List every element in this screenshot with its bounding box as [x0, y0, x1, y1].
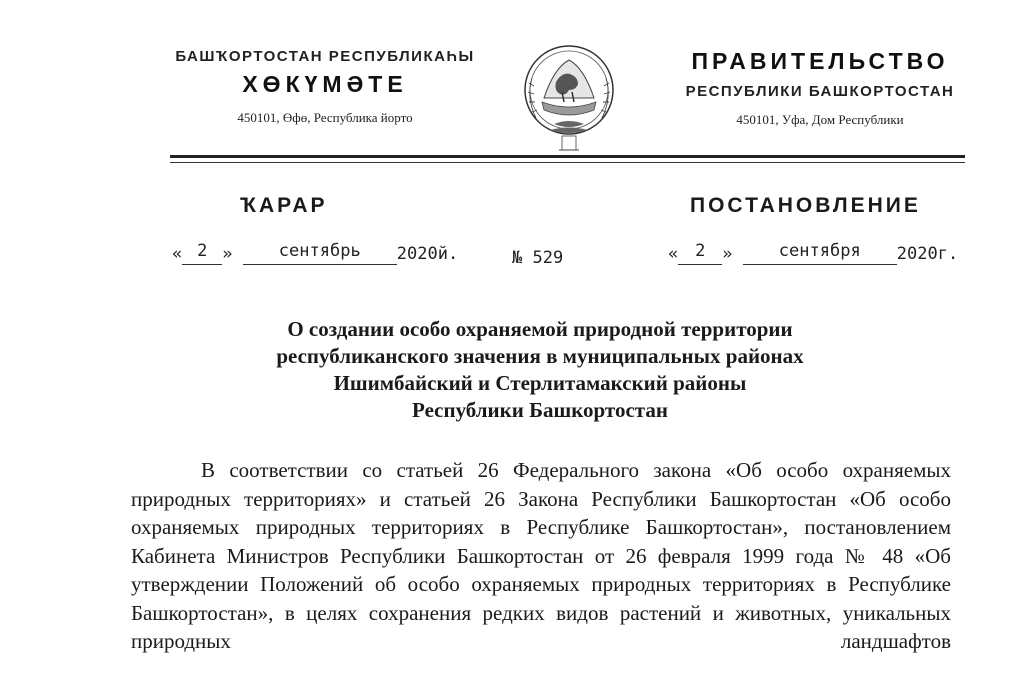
date-left-month-line — [243, 241, 397, 265]
date-right-year-suffix: 20г. — [917, 244, 959, 264]
doc-type-bashkir: ҠАРАР — [240, 194, 328, 217]
date-left-close-quote: » — [222, 244, 233, 264]
coat-of-arms-icon — [514, 38, 624, 156]
header-left-government: ХӨКҮМӘТЕ — [242, 71, 408, 97]
header-left-republic: БАШҠОРТОСТАН РЕСПУБЛИКАҺЫ — [175, 48, 475, 65]
document-number: № 529 — [512, 248, 564, 268]
date-left-month: сентябрь — [278, 241, 361, 261]
date-left-year-prefix: 20 — [396, 244, 418, 264]
date-right-day-line — [678, 241, 722, 265]
title-line: О создании особо охраняемой природной территории — [287, 317, 793, 341]
title-line: Ишимбайский и Стерлитамакский районы — [333, 371, 747, 395]
date-left-open-quote: « — [172, 244, 183, 264]
date-right-year-prefix: 20 — [896, 244, 918, 264]
header-right-government: ПРАВИТЕЛЬСТВО — [691, 48, 949, 74]
header-divider-thick — [170, 155, 965, 158]
header-right-republic: РЕСПУБЛИКИ БАШКОРТОСТАН — [685, 83, 955, 100]
date-right-month-line — [743, 241, 897, 265]
header-right — [660, 48, 980, 128]
document-title — [160, 316, 920, 424]
date-left — [172, 241, 459, 265]
title-line: Республики Башкортостан — [412, 398, 668, 422]
date-left-year-suffix: 20й. — [417, 244, 459, 264]
date-right-day: 2 — [695, 241, 706, 261]
date-left-day: 2 — [197, 241, 208, 261]
date-right-month: сентября — [778, 241, 861, 261]
date-right — [668, 241, 959, 265]
header-divider-thin — [170, 162, 965, 163]
date-right-open-quote: « — [668, 244, 679, 264]
date-right-close-quote: » — [722, 244, 733, 264]
doc-type-russian: ПОСТАНОВЛЕНИЕ — [690, 194, 921, 217]
header-left — [160, 48, 490, 126]
header-left-address: 450101, Өфө, Республика йорто — [237, 110, 413, 125]
document-body — [131, 456, 951, 656]
date-left-day-line — [182, 241, 222, 265]
body-paragraph: В соответствии со статьей 26 Федерального закона «Об особо охраняемых природных территориях» и статьей 26 Закона Республики Башкортостан «Об особо охраняемых природных территориях в Республике Башкортостан», постановлением Кабинета Министров Республики Башкортостан от 26 февраля 1999 года № 48 «Об утверждении Положений об особо охраняемых природных территориях в Республике Башкортостан», в целях сохранения редких видов растений и животных, уникальных природных ландшафтов — [131, 458, 951, 653]
header-right-address: 450101, Уфа, Дом Республики — [736, 112, 904, 127]
title-line: республиканского значения в муниципальных районах — [276, 344, 804, 368]
